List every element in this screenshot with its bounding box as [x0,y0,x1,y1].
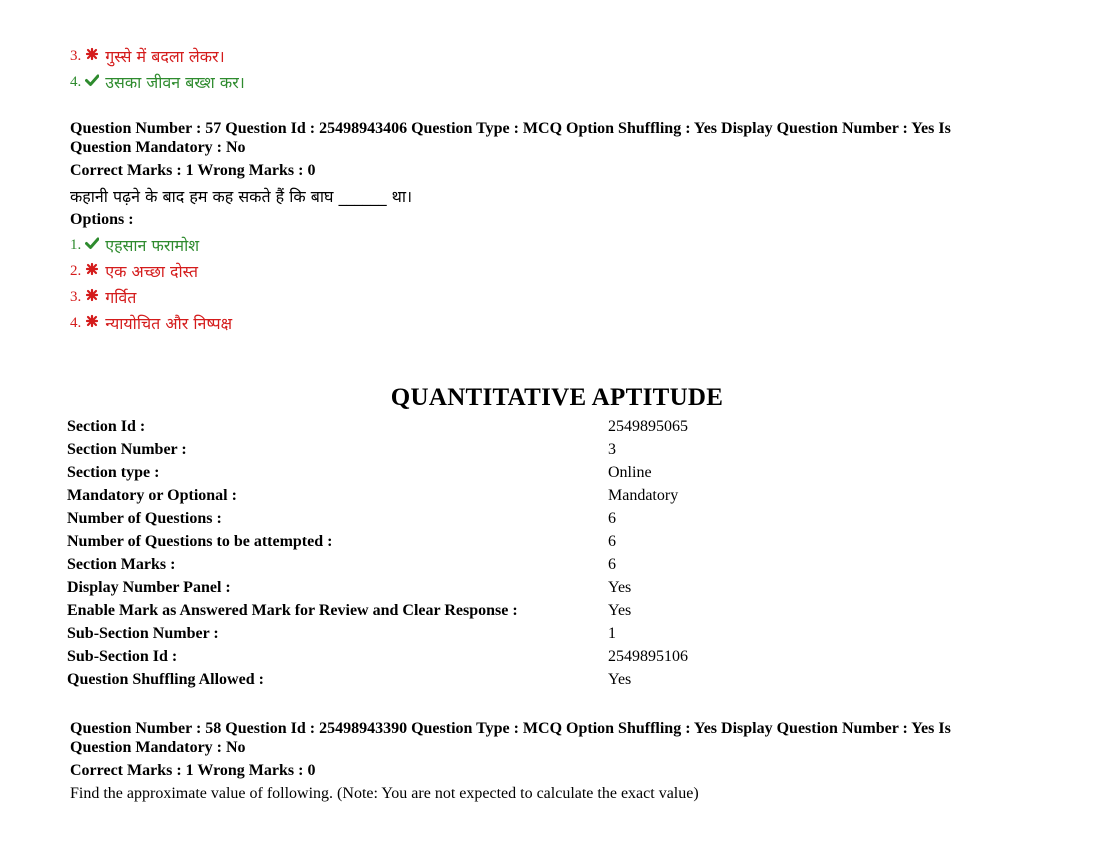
section-detail-value: 3 [608,441,616,458]
q57-question-text: कहानी पढ़ने के बाद हम कह सकते हैं कि बाघ ______ था। [70,187,413,206]
q57-metadata [70,119,1010,157]
q58-meta-line2: Question Mandatory : No [70,739,246,756]
q58-marks: Correct Marks : 1 Wrong Marks : 0 [70,762,316,779]
option-number: 3. [70,288,82,305]
check-icon [85,236,99,250]
q57-options-label: Options : [70,211,134,228]
check-icon [85,73,99,87]
option-text: गर्वित [105,288,137,307]
option-text: न्यायोचित और निष्पक्ष [105,314,233,333]
q57-option-4 [70,312,232,334]
section-detail-value: Yes [608,671,632,688]
cross-icon [85,47,99,61]
option-number: 1. [70,236,82,253]
option-number: 4. [70,314,82,331]
q57-option-2 [70,260,198,282]
section-detail-key: Sub-Section Number : [67,625,219,642]
section-detail-value: 6 [608,510,616,527]
cross-icon [85,262,99,276]
option-number: 3. [70,47,82,64]
q57-option-1 [70,234,199,256]
section-detail-key: Mandatory or Optional : [67,487,237,504]
option-text: एक अच्छा दोस्त [105,262,199,281]
section-detail-key: Section Marks : [67,556,176,573]
section-detail-key: Display Number Panel : [67,579,231,596]
option-text: गुस्से में बदला लेकर। [105,47,225,66]
section-detail-value: Yes [608,602,632,619]
section-detail-key: Question Shuffling Allowed : [67,671,264,688]
section-detail-value: 1 [608,625,616,642]
section-detail-value: Mandatory [608,487,679,504]
section-detail-key: Number of Questions : [67,510,222,527]
cross-icon [85,288,99,302]
section-detail-key: Section Id : [67,418,146,435]
q57-marks: Correct Marks : 1 Wrong Marks : 0 [70,162,316,179]
q57-meta-line2: Question Mandatory : No [70,139,246,156]
prev-option-3 [70,45,225,67]
section-detail-key: Enable Mark as Answered Mark for Review and Clear Response : [67,602,518,619]
section-detail-value: 2549895065 [608,418,688,435]
q58-metadata [70,719,1010,757]
q57-option-3 [70,286,136,308]
option-text: उसका जीवन बख्श कर। [105,73,245,92]
section-detail-value: Yes [608,579,632,596]
section-detail-value: 6 [608,533,616,550]
option-number: 4. [70,73,82,90]
q57-meta-line1: Question Number : 57 Question Id : 25498943406 Question Type : MCQ Option Shuffling : Yes Display Question Number : Yes Is [70,120,951,137]
section-title: QUANTITATIVE APTITUDE [390,384,724,411]
cross-icon [85,314,99,328]
section-detail-value: Online [608,464,652,481]
q58-meta-line1: Question Number : 58 Question Id : 25498943390 Question Type : MCQ Option Shuffling : Yes Display Question Number : Yes Is [70,720,951,737]
option-text: एहसान फरामोश [105,236,200,255]
section-detail-key: Section type : [67,464,160,481]
section-detail-key: Section Number : [67,441,187,458]
prev-option-4 [70,71,245,93]
option-number: 2. [70,262,82,279]
q58-question-text: Find the approximate value of following. (Note: You are not expected to calculate the exact value) [70,785,699,802]
section-detail-key: Number of Questions to be attempted : [67,533,333,550]
section-detail-key: Sub-Section Id : [67,648,178,665]
section-detail-value: 2549895106 [608,648,688,665]
section-detail-value: 6 [608,556,616,573]
